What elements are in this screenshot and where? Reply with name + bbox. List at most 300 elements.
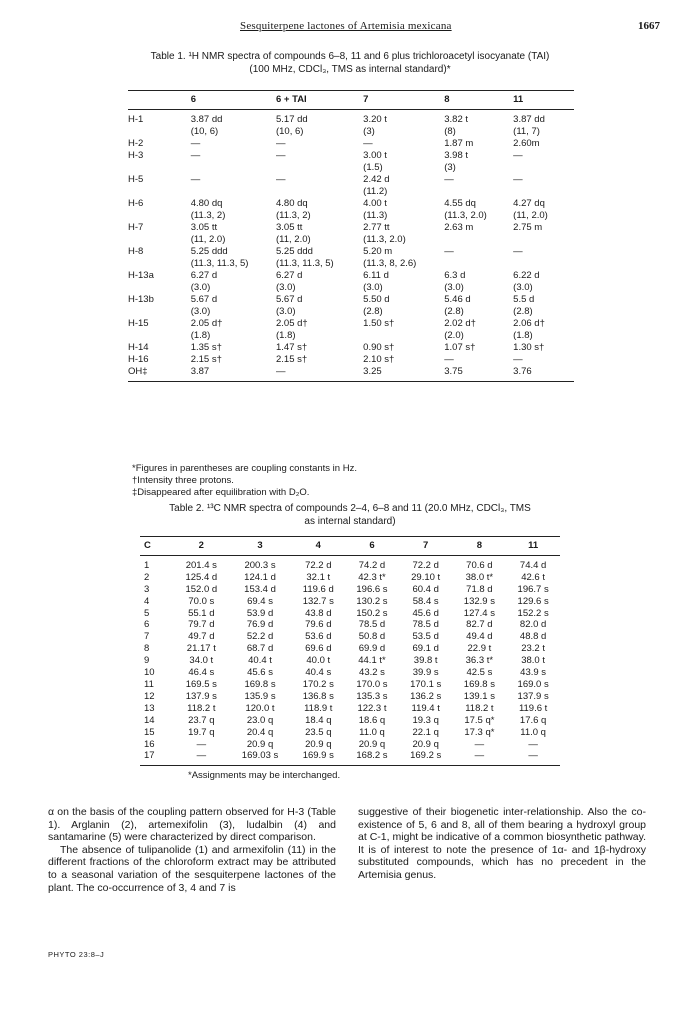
body-column-right	[358, 806, 646, 882]
shift-value: 2.63 m	[444, 222, 474, 233]
table2-cell: 42.6 t	[521, 571, 545, 583]
table1-cell	[513, 294, 574, 318]
table1-cell	[444, 342, 513, 354]
table1-row	[128, 318, 574, 342]
table2-cell: 137.9 s	[517, 690, 549, 702]
shift-value: 1.47 s†	[275, 342, 308, 353]
coupling-constant: (1.5)	[363, 162, 383, 173]
table2-cell: 45.6 d	[412, 607, 439, 619]
shift-value: 2.75 m	[513, 222, 543, 233]
table2-cell: 23.5 q	[305, 726, 332, 738]
shift-value: 3.05 tt	[190, 222, 218, 233]
carbon-number: 3	[144, 583, 150, 595]
shift-value: 5.25 ddd	[190, 246, 228, 257]
table2-cell: 46.4 s	[188, 667, 215, 679]
table1-row-label: H-8	[128, 246, 144, 257]
table2-cell: 55.1 d	[188, 607, 215, 619]
table1-cell	[276, 270, 363, 294]
table1-cell	[444, 110, 513, 139]
table2-cell: 20.9 q	[412, 738, 439, 750]
shift-value: 3.25	[363, 366, 382, 377]
table1-cell	[363, 110, 444, 139]
table1-cell	[363, 138, 444, 150]
shift-value: 3.05 tt	[275, 222, 303, 233]
shift-value: 3.87	[190, 366, 210, 377]
coupling-constant: (3.0)	[275, 306, 296, 317]
table2-cell: 78.5 d	[412, 619, 439, 631]
table2-cell: 169.5 s	[185, 678, 217, 690]
carbon-number: 2	[144, 571, 150, 583]
coupling-constant: (10, 6)	[190, 126, 219, 137]
shift-value: —	[513, 246, 523, 257]
shift-value: 3.82 t	[444, 114, 469, 125]
table1-cell	[444, 138, 513, 150]
table1-cell	[444, 198, 513, 222]
table1-row	[128, 174, 574, 198]
table2-cell: 17.6 q	[519, 714, 547, 726]
table1-col-header: 11	[513, 91, 574, 110]
shift-value: 3.20 t	[363, 114, 387, 125]
coupling-constant: (3.0)	[190, 306, 211, 317]
table1-row-label: H-16	[128, 354, 149, 365]
carbon-number: 8	[144, 643, 150, 655]
carbon-number: 13	[144, 702, 155, 714]
table2-cell: 70.6 d	[466, 559, 493, 571]
table2-cell: 120.0 t	[245, 702, 275, 714]
table2-cell: 79.6 d	[305, 619, 332, 631]
coupling-constant: (1.8)	[275, 330, 296, 341]
table2-cell: 23.0 q	[246, 714, 274, 726]
table2-caption-line2: as internal standard)	[304, 516, 396, 527]
table1-cell	[444, 294, 513, 318]
table2-cell: 11.0 q	[520, 726, 546, 738]
shift-value: 5.67 d	[190, 294, 218, 305]
table2-cell: 38.0 t*	[465, 571, 494, 583]
table2-cell: 137.9 s	[185, 690, 217, 702]
shift-value: 1.87 m	[444, 138, 474, 149]
table1-cell	[363, 150, 444, 174]
table2-cell: —	[528, 738, 538, 750]
table1-caption-line2: (100 MHz, CDCl₃, TMS as internal standard)*	[249, 64, 451, 75]
table2-header-row	[140, 537, 560, 556]
table2-cell: 48.8 d	[519, 631, 547, 643]
shift-value: 6.11 d	[363, 270, 389, 281]
table1-cell	[276, 174, 363, 198]
table2-cell: 18.6 q	[358, 714, 386, 726]
carbon-number: 6	[144, 619, 150, 631]
table2-cell: 72.2 d	[412, 559, 439, 571]
coupling-constant: (11.3, 11.3, 5)	[275, 258, 334, 269]
table2-row	[140, 750, 560, 765]
table1-row-label: H-2	[128, 138, 144, 149]
table1-row	[128, 198, 574, 222]
table1-cell	[276, 318, 363, 342]
table2-cell: 36.3 t*	[465, 655, 494, 667]
table1-row	[128, 294, 574, 318]
table1-cell	[513, 270, 574, 294]
coupling-constant: (3)	[363, 126, 375, 137]
coupling-constant: (11.2)	[363, 186, 388, 197]
table2-col-header: 3	[229, 537, 292, 556]
table2-cell: 74.4 d	[519, 559, 547, 571]
table1-row	[128, 354, 574, 366]
coupling-constant: (11.3, 2.0)	[444, 210, 487, 221]
table2-cell: 130.2 s	[356, 595, 388, 607]
shift-value: 1.50 s†	[363, 318, 395, 329]
table1-cell	[181, 366, 276, 382]
table2	[140, 536, 560, 766]
coupling-constant: (11.3, 2)	[275, 210, 311, 221]
table2-cell: 200.3 s	[244, 559, 276, 571]
shift-value: 2.06 d†	[513, 318, 545, 329]
table1-row	[128, 342, 574, 354]
table2-cell: 22.1 q	[412, 726, 439, 738]
table1-cell	[444, 366, 513, 382]
coupling-constant: (11, 7)	[513, 126, 540, 137]
table1-cell	[181, 270, 276, 294]
table1-cell	[444, 246, 513, 270]
table2-cell: —	[453, 750, 507, 765]
table1-cell	[513, 198, 574, 222]
table1-cell	[276, 110, 363, 139]
table1-cell	[276, 294, 363, 318]
table2-cell: 152.2 s	[517, 607, 549, 619]
table1-cell	[513, 222, 574, 246]
shift-value: 2.02 d†	[444, 318, 476, 329]
table1-cell	[276, 222, 363, 246]
table1-cell	[513, 138, 574, 150]
table1-cell	[181, 342, 276, 354]
table2-cell: 196.7 s	[517, 583, 549, 595]
table2-col-header: C	[140, 537, 174, 556]
table2-cell: 201.4 s	[185, 559, 217, 571]
shift-value: —	[275, 150, 286, 161]
table1-row	[128, 110, 574, 139]
table2-row	[140, 572, 560, 584]
table2-cell: 150.2 s	[356, 607, 388, 619]
shift-value: 5.25 ddd	[275, 246, 313, 257]
table2-cell: 43.2 s	[359, 667, 385, 679]
coupling-constant: (11.3, 8, 2.6)	[363, 258, 417, 269]
table2-cell: 170.0 s	[356, 678, 388, 690]
shift-value: 4.00 t	[363, 198, 387, 209]
table1-cell	[513, 174, 574, 198]
table1-cell	[276, 198, 363, 222]
table2-cell: 42.5 s	[466, 667, 493, 679]
table2-cell: 39.8 t	[413, 655, 438, 667]
table2-cell: 42.3 t*	[358, 571, 386, 583]
table2-cell: —	[174, 750, 229, 765]
table2-cell: 40.4 s	[305, 667, 332, 679]
table2-cell: 69.9 d	[358, 643, 386, 655]
table2-cell: —	[196, 738, 207, 750]
table1-cell	[513, 342, 574, 354]
table1-cell	[513, 318, 574, 342]
coupling-constant: (11.3, 2)	[190, 210, 226, 221]
table2-col-header: 6	[345, 537, 399, 556]
coupling-constant: (1.8)	[190, 330, 211, 341]
table2-cell: 136.2 s	[410, 690, 442, 702]
table1-cell	[444, 318, 513, 342]
table1-cell	[276, 354, 363, 366]
carbon-number: 14	[144, 714, 155, 726]
table1-cell	[363, 342, 444, 354]
carbon-number: 4	[144, 595, 150, 607]
table2-cell: 169.8 s	[244, 678, 276, 690]
table1-cell	[444, 354, 513, 366]
table2-row	[140, 739, 560, 751]
table2-cell: 20.9 q	[358, 738, 386, 750]
coupling-constant: (2.8)	[444, 306, 464, 317]
shift-value: 3.87 dd	[513, 114, 545, 125]
body-paragraph: α on the basis of the coupling pattern observed for H-3 (Table 1). Arglanin (2), artemexifolin (3), ludalbin (4) and santamarine (5) were characterized by direct comparison.	[48, 806, 336, 844]
shift-value: 5.46 d	[444, 294, 471, 305]
carbon-number: 15	[144, 726, 155, 738]
table2-cell: 17.5 q*	[464, 714, 495, 726]
table1-cell	[181, 222, 276, 246]
table2-cell: 127.4 s	[463, 607, 495, 619]
table2-cell: 132.9 s	[463, 595, 495, 607]
table1-cell	[363, 222, 444, 246]
table2-cell: 53.5 d	[412, 631, 439, 643]
carbon-number: 5	[144, 607, 150, 619]
coupling-constant: (11.3)	[363, 210, 388, 221]
carbon-number: 7	[144, 631, 150, 643]
table1-row-label: H-14	[128, 342, 149, 353]
table2-cell: 70.0 s	[188, 595, 215, 607]
table2-cell: 169.9 s	[291, 750, 345, 765]
table1-cell	[513, 246, 574, 270]
body-paragraph: suggestive of their biogenetic inter-relationship. Also the co-existence of 5, 6 and 8, all of them bearing a hydroxyl group at C-1, might be indicative of a common biosynthetic pathway. It is of interest to note the presence of 1α- and 1β-hydroxy substituted compounds, which has no precedent in the Artemisia genus.	[358, 806, 646, 881]
coupling-constant: (11.3, 11.3, 5)	[190, 258, 249, 269]
table1-row	[128, 222, 574, 246]
table2-row	[140, 667, 560, 679]
shift-value: 1.07 s†	[444, 342, 476, 353]
table2-cell: 118.2 t	[465, 702, 494, 714]
table2-cell: 18.4 q	[305, 714, 332, 726]
table2-row	[140, 691, 560, 703]
table2-cell: 20.4 q	[246, 726, 274, 738]
table2-row	[140, 715, 560, 727]
shift-value: 4.80 dq	[190, 198, 223, 209]
table1-cell	[363, 174, 444, 198]
table2-cell: 23.7 q	[188, 714, 215, 726]
table2-cell: 20.9 q	[246, 738, 274, 750]
shift-value: 6.27 d	[190, 270, 218, 281]
table2-cell: 169.2 s	[399, 750, 453, 765]
coupling-constant: (3.0)	[513, 282, 533, 293]
shift-value: 3.98 t	[444, 150, 469, 161]
coupling-constant: (3.0)	[444, 282, 464, 293]
carbon-number: 1	[144, 559, 150, 571]
table1-row-label: H-7	[128, 222, 144, 233]
table1-cell	[513, 110, 574, 139]
table2-row	[140, 619, 560, 631]
shift-value: —	[190, 150, 201, 161]
carbon-number: 16	[144, 738, 155, 750]
table2-cell: 21.17 t	[186, 643, 216, 655]
table2-cell: 39.9 s	[412, 667, 439, 679]
coupling-constant: (11, 2.0)	[513, 210, 548, 221]
table2-row	[140, 596, 560, 608]
table2-cell: 29.10 t	[411, 571, 441, 583]
table2-cell: 82.0 d	[519, 619, 547, 631]
table2-cell: 119.6 t	[518, 702, 548, 714]
shift-value: —	[275, 174, 286, 185]
coupling-constant: (8)	[444, 126, 456, 137]
body-paragraph: The absence of tulipanolide (1) and armexifolin (11) in the different fractions of the chloroform extract may be attributed to a seasonal variation of the sesquiterpene lactones of the plant. The co-occurrence of 3, 4 and 7 is	[48, 843, 336, 894]
table2-col-header: 2	[174, 537, 229, 556]
table1-cell	[363, 294, 444, 318]
table2-cell: 76.9 d	[246, 619, 274, 631]
coupling-constant: (3.0)	[363, 282, 383, 293]
table1-row	[128, 270, 574, 294]
table2-cell: 136.8 s	[302, 690, 334, 702]
table1-cell	[513, 366, 574, 382]
table1-footnote: ‡Disappeared after equilibration with D₂O.	[132, 487, 310, 498]
table1-col-header: 7	[363, 91, 444, 110]
coupling-constant: (3)	[444, 162, 456, 173]
shift-value: 4.55 dq	[444, 198, 476, 209]
table2-caption	[130, 502, 570, 528]
table2-row	[140, 608, 560, 620]
table1-cell	[181, 354, 276, 366]
coupling-constant: (2.8)	[363, 306, 383, 317]
coupling-constant: (3.0)	[275, 282, 296, 293]
shift-value: 5.17 dd	[275, 114, 308, 125]
table2-cell: 72.2 d	[305, 559, 332, 571]
shift-value: 2.15 s†	[275, 354, 308, 365]
table2-row	[140, 655, 560, 667]
table1-cell	[181, 246, 276, 270]
table2-cell: 49.4 d	[466, 631, 493, 643]
table2-cell: 119.4 t	[411, 702, 440, 714]
table2-cell: 119.6 d	[302, 583, 334, 595]
table2-col-header: 8	[453, 537, 507, 556]
table2-cell: 168.2 s	[345, 750, 399, 765]
carbon-number: 9	[144, 655, 150, 667]
table2-cell: —	[474, 738, 485, 750]
table2-cell: 43.9 s	[520, 667, 547, 679]
table2-footnote: *Assignments may be interchanged.	[188, 770, 341, 781]
coupling-constant: (2.8)	[513, 306, 533, 317]
table2-cell: 122.3 t	[357, 702, 387, 714]
table2-cell: 69.4 s	[247, 595, 273, 607]
shift-value: 2.15 s†	[190, 354, 222, 365]
table1-cell	[363, 198, 444, 222]
table1-cell	[181, 198, 276, 222]
shift-value: 5.50 d	[363, 294, 390, 305]
table1	[128, 90, 574, 382]
shift-value: —	[513, 150, 523, 161]
shift-value: 6.27 d	[275, 270, 303, 281]
shift-value: —	[275, 138, 286, 149]
table2-cell: 78.5 d	[358, 619, 386, 631]
coupling-constant: (10, 6)	[275, 126, 304, 137]
shift-value: 5.67 d	[275, 294, 303, 305]
table1-row	[128, 138, 574, 150]
table1-cell	[363, 366, 444, 382]
table2-row	[140, 727, 560, 739]
table2-cell: 169.8 s	[463, 678, 495, 690]
table2-row	[140, 679, 560, 691]
shift-value: 2.05 d†	[190, 318, 223, 329]
table2-cell: 53.6 d	[305, 631, 332, 643]
shift-value: —	[444, 354, 454, 365]
table2-cell: 82.7 d	[466, 619, 493, 631]
table1-footnote: †Intensity three protons.	[132, 475, 234, 486]
table1-header-blank	[128, 91, 181, 110]
table1-cell	[276, 150, 363, 174]
table2-cell: 118.2 t	[187, 702, 216, 714]
shift-value: 3.00 t	[363, 150, 387, 161]
shift-value: 5.5 d	[513, 294, 535, 305]
table1-cell	[363, 270, 444, 294]
carbon-number: 17	[140, 750, 174, 765]
body-column-left	[48, 806, 336, 894]
table2-col-header: 7	[399, 537, 453, 556]
table2-cell: 23.2 t	[521, 643, 545, 655]
table1-cell	[181, 318, 276, 342]
table2-cell: 196.6 s	[356, 583, 388, 595]
table1-row	[128, 150, 574, 174]
table1-cell	[444, 270, 513, 294]
table2-cell: 22.9 t	[467, 643, 492, 655]
table2-cell: 153.4 d	[244, 583, 276, 595]
table1-footnotes	[132, 463, 357, 499]
carbon-number: 11	[144, 678, 154, 690]
table1-caption	[130, 50, 570, 76]
coupling-constant: (11, 2.0)	[190, 234, 226, 245]
table1-row-label: H-13b	[128, 294, 154, 305]
table2-cell: 44.1 t*	[358, 655, 386, 667]
table1-cell	[276, 246, 363, 270]
table2-cell: 20.9 q	[305, 738, 332, 750]
table2-cell: 169.03 s	[229, 750, 292, 765]
table2-col-header: 4	[291, 537, 345, 556]
table2-cell: 79.7 d	[188, 619, 215, 631]
shift-value: 0.90 s†	[363, 342, 395, 353]
table2-cell: 129.6 s	[517, 595, 549, 607]
shift-value: 5.20 m	[363, 246, 393, 257]
coupling-constant: (3.0)	[190, 282, 211, 293]
table2-cell: 49.7 d	[188, 631, 215, 643]
table1-cell	[444, 222, 513, 246]
table2-cell: 170.2 s	[302, 678, 334, 690]
table2-cell: 135.9 s	[244, 690, 276, 702]
table1-row-label: H-5	[128, 174, 144, 185]
carbon-number: 12	[144, 690, 155, 702]
table1-cell	[363, 246, 444, 270]
table1-footnote: *Figures in parentheses are coupling constants in Hz.	[132, 463, 357, 474]
table2-cell: 40.4 t	[248, 655, 272, 667]
shift-value: 3.75	[444, 366, 463, 377]
coupling-constant: (2.0)	[444, 330, 464, 341]
table2-cell: 38.0 t	[521, 655, 545, 667]
table1-col-header: 8	[444, 91, 513, 110]
table2-cell: 19.3 q	[412, 714, 439, 726]
table1-row-label: OH‡	[128, 366, 181, 382]
table1-col-header: 6 + TAI	[276, 91, 363, 110]
shift-value: —	[190, 174, 201, 185]
table2-cell: 69.6 d	[305, 643, 332, 655]
shift-value: 2.42 d	[363, 174, 390, 185]
shift-value: 2.05 d†	[275, 318, 308, 329]
shift-value: —	[513, 174, 523, 185]
table1-row-label: H-1	[128, 114, 144, 125]
table1-row-label: H-15	[128, 318, 149, 329]
page-number: 1667	[638, 20, 660, 32]
